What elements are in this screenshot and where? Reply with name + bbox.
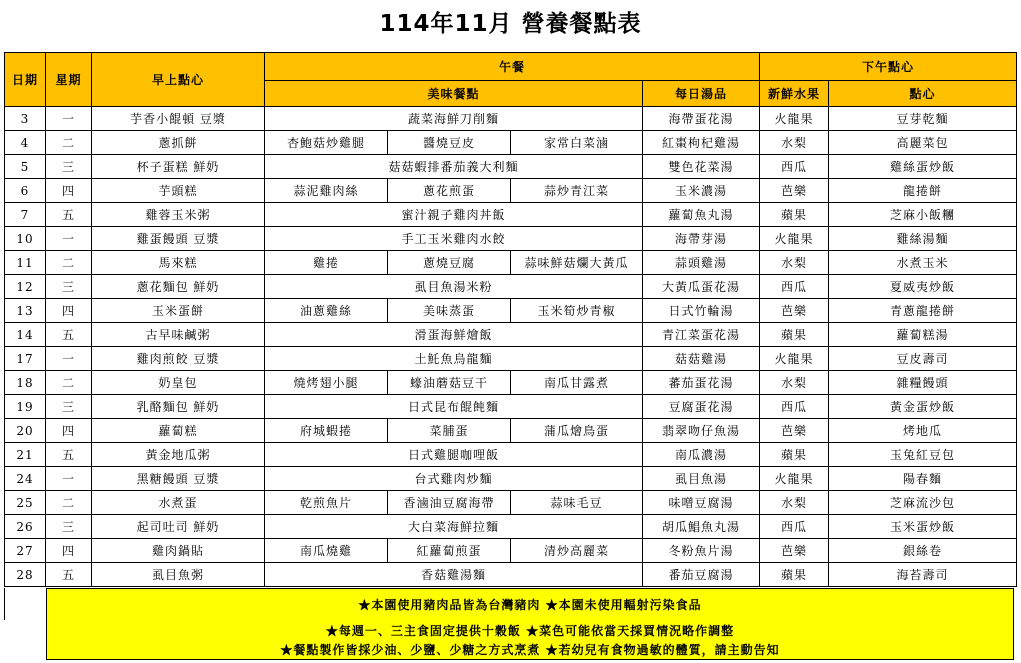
table-row	[5, 299, 1017, 323]
footer-note-1: ★本園使用豬肉品皆為台灣豬肉 ★本園未使用輻射污染食品	[358, 598, 702, 612]
header-lunch-dish: 美味餐點	[265, 81, 643, 107]
footer-note-2: ★每週一、三主食固定提供十穀飯 ★菜色可能依當天採買情況略作調整	[325, 624, 735, 638]
breakfast-cell: 芋頭糕	[92, 179, 265, 203]
lunch-dish-cell: 蒲瓜燴鳥蛋	[511, 419, 643, 443]
lunch-dish-cell: 香菇雞湯麵	[265, 563, 643, 587]
lunch-dish-cell: 菜脯蛋	[388, 419, 511, 443]
weekday-cell: 五	[46, 323, 92, 347]
breakfast-cell: 黃金地瓜粥	[92, 443, 265, 467]
lunch-dish-cell: 蔥花煎蛋	[388, 179, 511, 203]
breakfast-cell: 奶皇包	[92, 371, 265, 395]
fruit-cell: 水梨	[760, 251, 829, 275]
lunch-dish-cell: 土魠魚烏龍麵	[265, 347, 643, 371]
lunch-dish-cell: 雞捲	[265, 251, 388, 275]
snack-cell: 夏威夷炒飯	[829, 275, 1017, 299]
table-row	[5, 467, 1017, 491]
lunch-dish-cell: 蠔油蘑菇豆干	[388, 371, 511, 395]
lunch-dish-cell: 蜜汁親子雞肉丼飯	[265, 203, 643, 227]
fruit-cell: 火龍果	[760, 107, 829, 131]
fruit-cell: 西瓜	[760, 395, 829, 419]
header-breakfast: 早上點心	[92, 53, 265, 107]
table-row	[5, 539, 1017, 563]
fruit-cell: 火龍果	[760, 227, 829, 251]
date-cell: 17	[5, 347, 46, 371]
fruit-cell: 蘋果	[760, 323, 829, 347]
fruit-cell: 火龍果	[760, 467, 829, 491]
lunch-dish-cell: 玉米筍炒青椒	[511, 299, 643, 323]
weekday-cell: 四	[46, 179, 92, 203]
lunch-soup-cell: 海帶芽湯	[643, 227, 760, 251]
lunch-soup-cell: 南瓜濃湯	[643, 443, 760, 467]
table-row	[5, 347, 1017, 371]
lunch-dish-cell: 台式雞肉炒麵	[265, 467, 643, 491]
table-row	[5, 227, 1017, 251]
lunch-dish-cell: 美味蒸蛋	[388, 299, 511, 323]
breakfast-cell: 虱目魚粥	[92, 563, 265, 587]
breakfast-cell: 古早味鹹粥	[92, 323, 265, 347]
header-lunch-soup: 每日湯品	[643, 81, 760, 107]
breakfast-cell: 蔥花麵包 鮮奶	[92, 275, 265, 299]
date-cell: 25	[5, 491, 46, 515]
snack-cell: 水煮玉米	[829, 251, 1017, 275]
date-cell: 3	[5, 107, 46, 131]
lunch-dish-cell: 香滷油豆腐海帶	[388, 491, 511, 515]
weekday-cell: 五	[46, 203, 92, 227]
lunch-soup-cell: 虱目魚湯	[643, 467, 760, 491]
table-row	[5, 275, 1017, 299]
breakfast-cell: 蔥抓餅	[92, 131, 265, 155]
weekday-cell: 四	[46, 299, 92, 323]
lunch-soup-cell: 大黃瓜蛋花湯	[643, 275, 760, 299]
lunch-dish-cell: 蔥燒豆腐	[388, 251, 511, 275]
fruit-cell: 芭樂	[760, 539, 829, 563]
lunch-dish-cell: 乾煎魚片	[265, 491, 388, 515]
fruit-cell: 火龍果	[760, 347, 829, 371]
lunch-dish-cell: 蒜炒青江菜	[511, 179, 643, 203]
lunch-dish-cell: 府城蝦捲	[265, 419, 388, 443]
date-cell: 14	[5, 323, 46, 347]
lunch-dish-cell: 手工玉米雞肉水餃	[265, 227, 643, 251]
table-row	[5, 491, 1017, 515]
fruit-cell: 芭樂	[760, 419, 829, 443]
header-weekday: 星期	[46, 53, 92, 107]
lunch-soup-cell: 玉米濃湯	[643, 179, 760, 203]
lunch-dish-cell: 杏鮑菇炒雞腿	[265, 131, 388, 155]
fruit-cell: 水梨	[760, 491, 829, 515]
menu-table	[4, 52, 1017, 587]
page-title: 114年11月 營養餐點表	[379, 11, 642, 37]
lunch-soup-cell: 番茄豆腐湯	[643, 563, 760, 587]
table-row	[5, 371, 1017, 395]
date-cell: 5	[5, 155, 46, 179]
breakfast-cell: 馬來糕	[92, 251, 265, 275]
lunch-soup-cell: 菇菇雞湯	[643, 347, 760, 371]
table-row	[5, 155, 1017, 179]
table-row	[5, 515, 1017, 539]
lunch-soup-cell: 翡翠吻仔魚湯	[643, 419, 760, 443]
date-cell: 24	[5, 467, 46, 491]
lunch-dish-cell: 滑蛋海鮮燴飯	[265, 323, 643, 347]
table-row	[5, 179, 1017, 203]
footer-notes	[46, 588, 1014, 660]
date-cell: 10	[5, 227, 46, 251]
weekday-cell: 三	[46, 155, 92, 179]
date-cell: 13	[5, 299, 46, 323]
lunch-dish-cell: 油蔥雞絲	[265, 299, 388, 323]
breakfast-cell: 蘿蔔糕	[92, 419, 265, 443]
breakfast-cell: 雞肉鍋貼	[92, 539, 265, 563]
weekday-cell: 二	[46, 491, 92, 515]
header-snack: 點心	[829, 81, 1017, 107]
lunch-soup-cell: 蘿蔔魚丸湯	[643, 203, 760, 227]
header-lunch: 午餐	[265, 53, 760, 81]
breakfast-cell: 杯子蛋糕 鮮奶	[92, 155, 265, 179]
weekday-cell: 四	[46, 419, 92, 443]
weekday-cell: 三	[46, 395, 92, 419]
snack-cell: 銀絲卷	[829, 539, 1017, 563]
snack-cell: 蘿蔔糕湯	[829, 323, 1017, 347]
weekday-cell: 四	[46, 539, 92, 563]
header-afternoon: 下午點心	[760, 53, 1017, 81]
header-fruit: 新鮮水果	[760, 81, 829, 107]
table-row	[5, 395, 1017, 419]
date-cell: 11	[5, 251, 46, 275]
lunch-dish-cell: 紅蘿蔔煎蛋	[388, 539, 511, 563]
date-cell: 7	[5, 203, 46, 227]
table-row	[5, 107, 1017, 131]
date-cell: 12	[5, 275, 46, 299]
lunch-dish-cell: 蒜泥雞肉絲	[265, 179, 388, 203]
table-row	[5, 419, 1017, 443]
breakfast-cell: 雞蛋饅頭 豆漿	[92, 227, 265, 251]
lunch-soup-cell: 海帶蛋花湯	[643, 107, 760, 131]
weekday-cell: 一	[46, 467, 92, 491]
lunch-dish-cell: 家常白菜滷	[511, 131, 643, 155]
table-row	[5, 251, 1017, 275]
lunch-soup-cell: 紅棗枸杞雞湯	[643, 131, 760, 155]
fruit-cell: 芭樂	[760, 179, 829, 203]
date-cell: 28	[5, 563, 46, 587]
footer-left-cell	[4, 588, 46, 620]
snack-cell: 雞絲湯麵	[829, 227, 1017, 251]
snack-cell: 芝麻流沙包	[829, 491, 1017, 515]
snack-cell: 高麗菜包	[829, 131, 1017, 155]
weekday-cell: 二	[46, 251, 92, 275]
lunch-soup-cell: 冬粉魚片湯	[643, 539, 760, 563]
fruit-cell: 水梨	[760, 131, 829, 155]
lunch-soup-cell: 雙色花菜湯	[643, 155, 760, 179]
fruit-cell: 水梨	[760, 371, 829, 395]
fruit-cell: 蘋果	[760, 563, 829, 587]
snack-cell: 雜糧饅頭	[829, 371, 1017, 395]
lunch-dish-cell: 菇菇蝦排番茄義大利麵	[265, 155, 643, 179]
fruit-cell: 芭樂	[760, 299, 829, 323]
fruit-cell: 西瓜	[760, 155, 829, 179]
table-row	[5, 323, 1017, 347]
weekday-cell: 五	[46, 443, 92, 467]
lunch-soup-cell: 豆腐蛋花湯	[643, 395, 760, 419]
lunch-soup-cell: 蒜頭雞湯	[643, 251, 760, 275]
snack-cell: 芝麻小飯糰	[829, 203, 1017, 227]
breakfast-cell: 乳酪麵包 鮮奶	[92, 395, 265, 419]
date-cell: 20	[5, 419, 46, 443]
weekday-cell: 三	[46, 275, 92, 299]
header-date: 日期	[5, 53, 46, 107]
lunch-dish-cell: 蒜味毛豆	[511, 491, 643, 515]
lunch-dish-cell: 日式昆布餛飩麵	[265, 395, 643, 419]
lunch-dish-cell: 清炒高麗菜	[511, 539, 643, 563]
snack-cell: 豆皮壽司	[829, 347, 1017, 371]
lunch-dish-cell: 虱目魚湯米粉	[265, 275, 643, 299]
date-cell: 27	[5, 539, 46, 563]
fruit-cell: 西瓜	[760, 515, 829, 539]
lunch-dish-cell: 日式雞腿咖哩飯	[265, 443, 643, 467]
weekday-cell: 一	[46, 347, 92, 371]
weekday-cell: 二	[46, 371, 92, 395]
snack-cell: 玉米蛋炒飯	[829, 515, 1017, 539]
date-cell: 19	[5, 395, 46, 419]
breakfast-cell: 水煮蛋	[92, 491, 265, 515]
table-row	[5, 131, 1017, 155]
fruit-cell: 西瓜	[760, 275, 829, 299]
date-cell: 18	[5, 371, 46, 395]
lunch-soup-cell: 青江菜蛋花湯	[643, 323, 760, 347]
snack-cell: 黃金蛋炒飯	[829, 395, 1017, 419]
date-cell: 6	[5, 179, 46, 203]
breakfast-cell: 雞肉煎餃 豆漿	[92, 347, 265, 371]
breakfast-cell: 黑糖饅頭 豆漿	[92, 467, 265, 491]
lunch-dish-cell: 蒜味鮮菇爛大黃瓜	[511, 251, 643, 275]
breakfast-cell: 雞蓉玉米粥	[92, 203, 265, 227]
menu-body	[5, 107, 1017, 587]
breakfast-cell: 玉米蛋餅	[92, 299, 265, 323]
lunch-soup-cell: 味噌豆腐湯	[643, 491, 760, 515]
date-cell: 4	[5, 131, 46, 155]
date-cell: 21	[5, 443, 46, 467]
table-row	[5, 203, 1017, 227]
snack-cell: 龍捲餅	[829, 179, 1017, 203]
weekday-cell: 五	[46, 563, 92, 587]
lunch-dish-cell: 燒烤翅小腿	[265, 371, 388, 395]
lunch-soup-cell: 日式竹輪湯	[643, 299, 760, 323]
snack-cell: 青蔥龍捲餅	[829, 299, 1017, 323]
table-row	[5, 443, 1017, 467]
weekday-cell: 二	[46, 131, 92, 155]
lunch-dish-cell: 南瓜燒雞	[265, 539, 388, 563]
breakfast-cell: 芋香小餛頓 豆漿	[92, 107, 265, 131]
weekday-cell: 一	[46, 227, 92, 251]
breakfast-cell: 起司吐司 鮮奶	[92, 515, 265, 539]
fruit-cell: 蘋果	[760, 203, 829, 227]
weekday-cell: 一	[46, 107, 92, 131]
snack-cell: 豆芽乾麵	[829, 107, 1017, 131]
footer-note-3: ★餐點製作皆採少油、少鹽、少糖之方式烹煮 ★若幼兒有食物過敏的體質，請主動告知	[280, 643, 780, 657]
table-row	[5, 563, 1017, 587]
lunch-dish-cell: 大白菜海鮮拉麵	[265, 515, 643, 539]
snack-cell: 雞絲蛋炒飯	[829, 155, 1017, 179]
snack-cell: 陽春麵	[829, 467, 1017, 491]
snack-cell: 海苔壽司	[829, 563, 1017, 587]
lunch-dish-cell: 醬燒豆皮	[388, 131, 511, 155]
lunch-soup-cell: 蕃茄蛋花湯	[643, 371, 760, 395]
date-cell: 26	[5, 515, 46, 539]
snack-cell: 烤地瓜	[829, 419, 1017, 443]
lunch-dish-cell: 蔬菜海鮮刀削麵	[265, 107, 643, 131]
fruit-cell: 蘋果	[760, 443, 829, 467]
snack-cell: 玉兔紅豆包	[829, 443, 1017, 467]
lunch-dish-cell: 南瓜甘露煮	[511, 371, 643, 395]
weekday-cell: 三	[46, 515, 92, 539]
lunch-soup-cell: 胡瓜鯧魚丸湯	[643, 515, 760, 539]
